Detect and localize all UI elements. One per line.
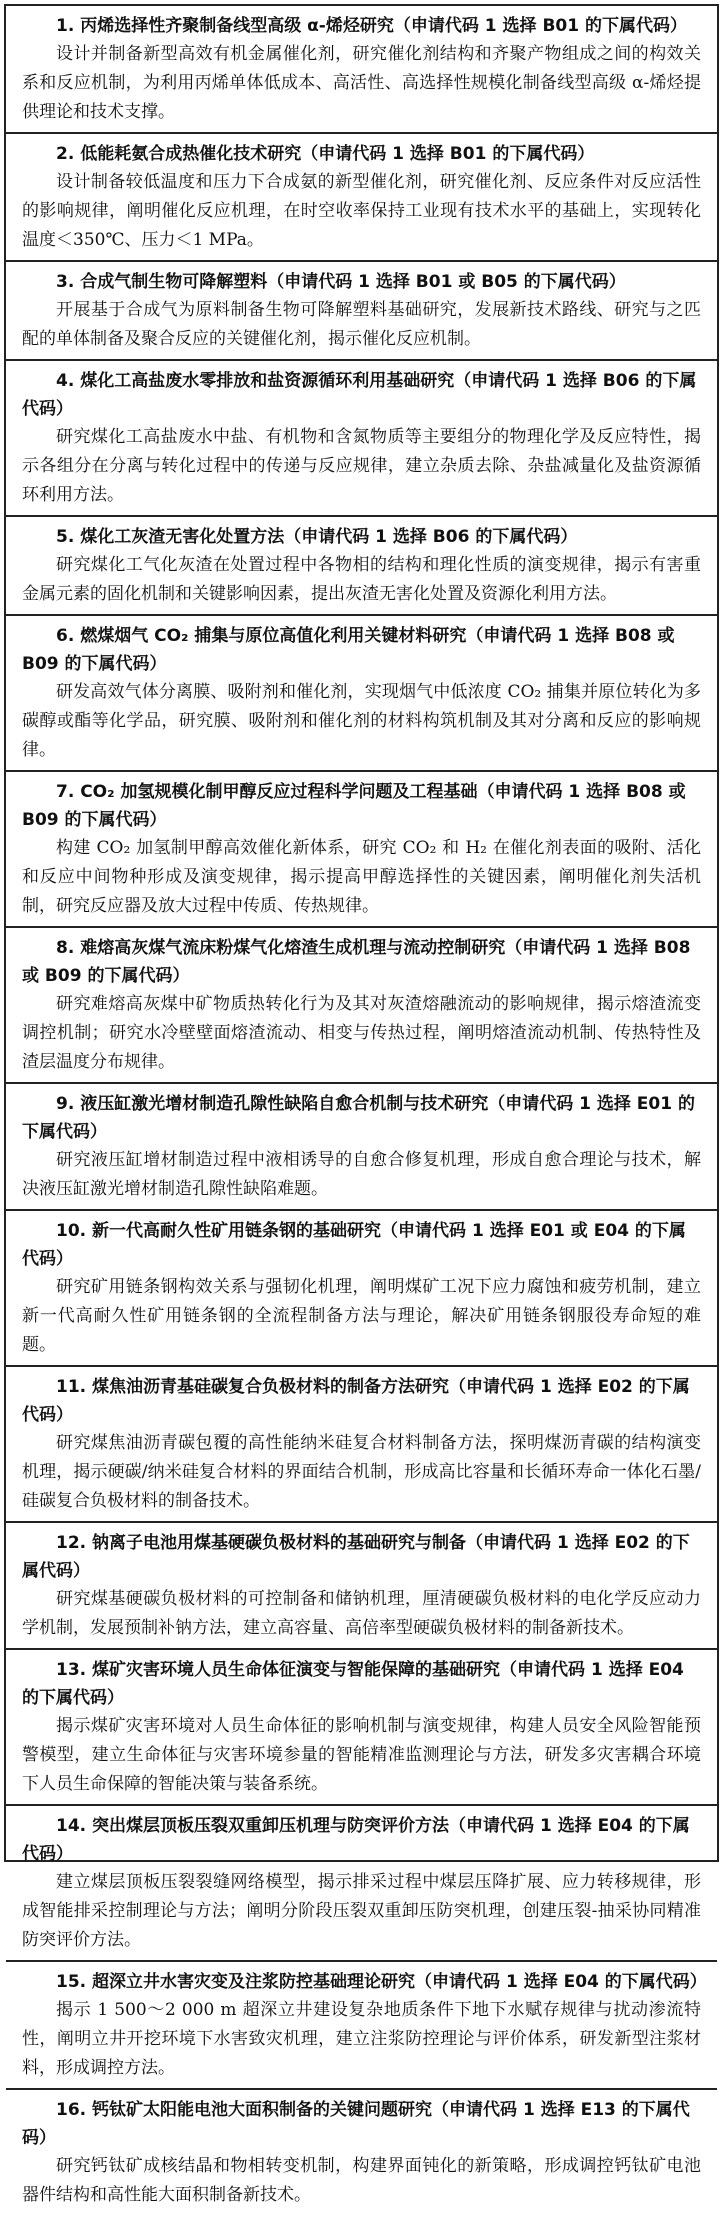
topic-title: 10. 新一代高耐久性矿用链条钢的基础研究（申请代码 1 选择 E01 或 E04 的下属代码） bbox=[22, 1221, 686, 1269]
topic-description: 揭示煤矿灾害环境对人员生命体征的影响机制与演变规律，构建人员安全风险智能预警模型，建立生命体征与灾害环境参量的智能精准监测理论与方法，研发多灾害耦合环境下人员生命保障的智能决策与装备系统。 bbox=[22, 1716, 701, 1794]
research-topic-table bbox=[4, 4, 719, 2205]
research-topic bbox=[6, 1650, 717, 1806]
topic-description: 研究煤化工高盐废水中盐、有机物和含氮物质等主要组分的物理化学及反应特性，揭示各组分在分离与转化过程中的传递与反应规律，建立杂质去除、杂盐减量化及盐资源循环利用方法。 bbox=[22, 427, 701, 505]
topic-description: 建立煤层顶板压裂裂缝网络模型，揭示排采过程中煤层压降扩展、应力转移规律，形成智能排采控制理论与方法；阐明分阶段压裂双重卸压防突机理，创建压裂-抽采协同精准防突评价方法。 bbox=[22, 1872, 701, 1950]
topic-title: 14. 突出煤层顶板压裂双重卸压机理与防突评价方法（申请代码 1 选择 E04 的下属代码） bbox=[22, 1816, 690, 1864]
topic-title: 6. 燃煤烟气 CO₂ 捕集与原位高值化利用关键材料研究（申请代码 1 选择 B08 或 B09 的下属代码） bbox=[22, 626, 675, 674]
topic-description: 研究矿用链条钢构效关系与强韧化机理，阐明煤矿工况下应力腐蚀和疲劳机制，建立新一代高耐久性矿用链条钢的全流程制备方法与理论，解决矿用链条钢服役寿命短的难题。 bbox=[22, 1277, 701, 1355]
topic-title: 4. 煤化工高盐废水零排放和盐资源循环利用基础研究（申请代码 1 选择 B06 的下属代码） bbox=[22, 371, 697, 419]
topic-title: 9. 液压缸激光增材制造孔隙性缺陷自愈合机制与技术研究（申请代码 1 选择 E01 的下属代码） bbox=[22, 1094, 695, 1142]
topic-title: 2. 低能耗氨合成热催化技术研究（申请代码 1 选择 B01 的下属代码） bbox=[56, 144, 595, 164]
topic-title: 5. 煤化工灰渣无害化处置方法（申请代码 1 选择 B06 的下属代码） bbox=[56, 527, 578, 547]
research-topic bbox=[6, 1806, 717, 1962]
topic-description: 研究液压缸增材制造过程中液相诱导的自愈合修复机理，形成自愈合理论与技术，解决液压缸激光增材制造孔隙性缺陷难题。 bbox=[22, 1150, 701, 1199]
topic-description: 研究煤焦油沥青碳包覆的高性能纳米硅复合材料制备方法，探明煤沥青碳的结构演变机理，揭示硬碳/纳米硅复合材料的界面结合机制，形成高比容量和长循环寿命一体化石墨/硅碳复合负极材料的制备技术。 bbox=[22, 1433, 701, 1511]
topic-description: 揭示 1 500～2 000 m 超深立井建设复杂地质条件下地下水赋存规律与扰动渗流特性，阐明立井开挖环境下水害致灾机理，建立注浆防控理论与评价体系，研发新型注浆材料，形成调控方法。 bbox=[22, 2000, 701, 2078]
topic-description: 研究钙钛矿成核结晶和物相转变机制，构建界面钝化的新策略，形成调控钙钛矿电池器件结构和高性能大面积制备新技术。 bbox=[22, 2156, 701, 2205]
topic-description: 构建 CO₂ 加氢制甲醇高效催化新体系，研究 CO₂ 和 H₂ 在催化剂表面的吸附、活化和反应中间物种形成及演变规律，揭示提高甲醇选择性的关键因素，阐明催化剂失活机制，研究反应器及放大过程中传质、传热规律。 bbox=[22, 838, 701, 916]
research-topic bbox=[6, 361, 717, 517]
topic-title: 1. 丙烯选择性齐聚制备线型高级 α-烯烃研究（申请代码 1 选择 B01 的下属代码） bbox=[56, 16, 687, 36]
research-topic bbox=[6, 1211, 717, 1367]
topic-title: 12. 钠离子电池用煤基硬碳负极材料的基础研究与制备（申请代码 1 选择 E02 的下属代码） bbox=[22, 1533, 690, 1581]
research-topic bbox=[6, 262, 717, 361]
topic-description: 研究难熔高灰煤中矿物质热转化行为及其对灰渣熔融流动的影响规律，揭示熔渣流变调控机制；研究水冷壁壁面熔渣流动、相变与传热过程，阐明熔渣流动机制、传热特性及渣层温度分布规律。 bbox=[22, 994, 701, 1072]
topic-description: 开展基于合成气为原料制备生物可降解塑料基础研究，发展新技术路线、研究与之匹配的单体制备及聚合反应的关键催化剂，揭示催化反应机制。 bbox=[22, 300, 701, 349]
research-topic bbox=[6, 1084, 717, 1211]
research-topic bbox=[6, 1962, 717, 2090]
topic-description: 设计制备较低温度和压力下合成氨的新型催化剂，研究催化剂、反应条件对反应活性的影响规律，阐明催化反应机理，在时空收率保持工业现有技术水平的基础上，实现转化温度＜350℃、压力＜1 MPa。 bbox=[22, 172, 701, 250]
topic-title: 3. 合成气制生物可降解塑料（申请代码 1 选择 B01 或 B05 的下属代码） bbox=[56, 272, 626, 292]
research-topic bbox=[6, 1367, 717, 1523]
topic-description: 研究煤基硬碳负极材料的可控制备和储钠机理，厘清硬碳负极材料的电化学反应动力学机制，发展预制补钠方法，建立高容量、高倍率型硬碳负极材料的制备新技术。 bbox=[22, 1589, 701, 1638]
research-topic bbox=[6, 1523, 717, 1650]
research-topic bbox=[6, 928, 717, 1084]
topic-description: 研究煤化工气化灰渣在处置过程中各物相的结构和理化性质的演变规律，揭示有害重金属元素的固化机制和关键影响因素，提出灰渣无害化处置及资源化利用方法。 bbox=[22, 555, 701, 604]
research-topic bbox=[6, 517, 717, 616]
research-topic bbox=[6, 6, 717, 134]
topic-title: 7. CO₂ 加氢规模化制甲醇反应过程科学问题及工程基础（申请代码 1 选择 B08 或 B09 的下属代码） bbox=[22, 782, 686, 830]
topic-title: 11. 煤焦油沥青基硅碳复合负极材料的制备方法研究（申请代码 1 选择 E02 的下属代码） bbox=[22, 1377, 690, 1425]
research-topic bbox=[6, 772, 717, 928]
topic-title: 16. 钙钛矿太阳能电池大面积制备的关键问题研究（申请代码 1 选择 E13 的下属代码） bbox=[22, 2100, 690, 2148]
research-topic bbox=[6, 134, 717, 262]
topic-description: 研发高效气体分离膜、吸附剂和催化剂，实现烟气中低浓度 CO₂ 捕集并原位转化为多碳醇或酯等化学品，研究膜、吸附剂和催化剂的材料构筑机制及其对分离和反应的影响规律。 bbox=[22, 682, 701, 760]
topic-title: 13. 煤矿灾害环境人员生命体征演变与智能保障的基础研究（申请代码 1 选择 E04 的下属代码） bbox=[22, 1660, 684, 1708]
topic-description: 设计并制备新型高效有机金属催化剂，研究催化剂结构和齐聚产物组成之间的构效关系和反应机制，为利用丙烯单体低成本、高活性、高选择性规模化制备线型高级 α-烯烃提供理论和技术支撑。 bbox=[22, 44, 701, 122]
research-topic bbox=[6, 2090, 717, 2215]
topic-title: 15. 超深立井水害灾变及注浆防控基础理论研究（申请代码 1 选择 E04 的下属代码） bbox=[56, 1972, 707, 1992]
topic-title: 8. 难熔高灰煤气流床粉煤气化熔渣生成机理与流动控制研究（申请代码 1 选择 B08 或 B09 的下属代码） bbox=[22, 938, 691, 986]
research-topic bbox=[6, 616, 717, 772]
